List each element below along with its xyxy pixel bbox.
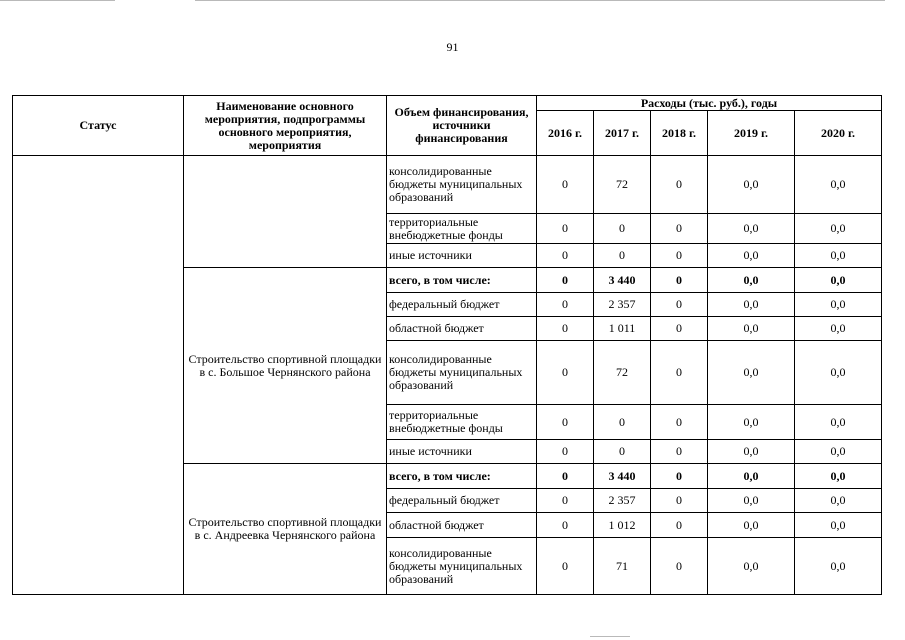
value-cell: 0 <box>537 156 594 214</box>
page-number: 91 <box>446 40 459 54</box>
header-name: Наименование основного мероприятия, подпрограммы основного мероприятия, мероприятия <box>184 96 387 156</box>
funding-source-cell: консолидированные бюджеты муниципальных образований <box>387 341 537 405</box>
value-cell: 0 <box>651 268 708 293</box>
activity-name-cell: Строительство спортивной площадки в с. Большое Чернянского района <box>184 268 387 464</box>
value-cell: 0 <box>537 440 594 464</box>
value-cell: 0,0 <box>708 317 795 341</box>
header-year-2017: 2017 г. <box>594 111 651 156</box>
value-cell: 0,0 <box>795 244 882 268</box>
header-year-2019: 2019 г. <box>708 111 795 156</box>
value-cell: 0,0 <box>795 293 882 317</box>
value-cell: 0 <box>537 341 594 405</box>
value-cell: 1 011 <box>594 317 651 341</box>
value-cell: 0 <box>537 214 594 244</box>
table-body <box>13 156 882 595</box>
value-cell: 0,0 <box>795 405 882 440</box>
value-cell: 0,0 <box>708 341 795 405</box>
value-cell: 0 <box>594 405 651 440</box>
value-cell: 0 <box>651 440 708 464</box>
value-cell: 0,0 <box>708 440 795 464</box>
value-cell: 0 <box>651 317 708 341</box>
value-cell: 0 <box>594 214 651 244</box>
funding-source-cell: всего, в том числе: <box>387 464 537 489</box>
value-cell: 2 357 <box>594 293 651 317</box>
value-cell: 0,0 <box>795 214 882 244</box>
value-cell: 0,0 <box>795 341 882 405</box>
value-cell: 0 <box>651 341 708 405</box>
value-cell: 0,0 <box>708 538 795 595</box>
value-cell: 0,0 <box>795 513 882 538</box>
header-expenses: Расходы (тыс. руб.), годы <box>537 96 882 111</box>
activity-name-cell: Строительство спортивной площадки в с. Андреевка Чернянского района <box>184 464 387 595</box>
budget-table <box>12 95 882 595</box>
value-cell: 0,0 <box>708 513 795 538</box>
funding-source-cell: областной бюджет <box>387 317 537 341</box>
value-cell: 0 <box>537 293 594 317</box>
value-cell: 71 <box>594 538 651 595</box>
funding-source-cell: территориальные внебюджетные фонды <box>387 214 537 244</box>
value-cell: 3 440 <box>594 268 651 293</box>
header-status: Статус <box>13 96 184 156</box>
value-cell: 0 <box>537 268 594 293</box>
value-cell: 0 <box>594 244 651 268</box>
header-volume: Объем финансирования, источники финансирования <box>387 96 537 156</box>
value-cell: 0,0 <box>795 156 882 214</box>
value-cell: 0 <box>651 156 708 214</box>
value-cell: 0,0 <box>708 464 795 489</box>
scan-edge-line <box>195 0 885 1</box>
value-cell: 0 <box>537 317 594 341</box>
header-year-2020: 2020 г. <box>795 111 882 156</box>
funding-source-cell: федеральный бюджет <box>387 489 537 513</box>
funding-source-cell: федеральный бюджет <box>387 293 537 317</box>
value-cell: 0 <box>537 538 594 595</box>
value-cell: 0,0 <box>795 440 882 464</box>
value-cell: 0,0 <box>708 156 795 214</box>
funding-source-cell: областной бюджет <box>387 513 537 538</box>
value-cell: 0 <box>537 244 594 268</box>
funding-source-cell: иные источники <box>387 244 537 268</box>
value-cell: 0 <box>651 538 708 595</box>
value-cell: 0,0 <box>708 489 795 513</box>
value-cell: 72 <box>594 341 651 405</box>
value-cell: 0 <box>537 405 594 440</box>
value-cell: 0,0 <box>795 489 882 513</box>
value-cell: 0,0 <box>708 293 795 317</box>
value-cell: 0 <box>537 464 594 489</box>
header-year-2018: 2018 г. <box>651 111 708 156</box>
scan-edge-line <box>590 636 630 637</box>
value-cell: 0 <box>651 464 708 489</box>
value-cell: 0,0 <box>795 464 882 489</box>
funding-source-cell: консолидированные бюджеты муниципальных образований <box>387 156 537 214</box>
status-cell <box>13 156 184 595</box>
value-cell: 0 <box>651 513 708 538</box>
value-cell: 0 <box>651 244 708 268</box>
value-cell: 0 <box>537 513 594 538</box>
value-cell: 0,0 <box>795 538 882 595</box>
funding-source-cell: консолидированные бюджеты муниципальных образований <box>387 538 537 595</box>
value-cell: 3 440 <box>594 464 651 489</box>
value-cell: 0,0 <box>708 268 795 293</box>
value-cell: 0 <box>651 293 708 317</box>
value-cell: 0,0 <box>795 317 882 341</box>
table-row <box>13 156 882 214</box>
value-cell: 0 <box>537 489 594 513</box>
funding-source-cell: территориальные внебюджетные фонды <box>387 405 537 440</box>
value-cell: 0,0 <box>708 405 795 440</box>
value-cell: 0,0 <box>795 268 882 293</box>
value-cell: 72 <box>594 156 651 214</box>
funding-source-cell: иные источники <box>387 440 537 464</box>
value-cell: 0 <box>651 405 708 440</box>
funding-source-cell: всего, в том числе: <box>387 268 537 293</box>
value-cell: 0 <box>651 489 708 513</box>
scan-edge-line <box>0 0 115 1</box>
value-cell: 1 012 <box>594 513 651 538</box>
value-cell: 0,0 <box>708 244 795 268</box>
value-cell: 0 <box>651 214 708 244</box>
activity-name-cell <box>184 156 387 268</box>
value-cell: 0 <box>594 440 651 464</box>
value-cell: 2 357 <box>594 489 651 513</box>
value-cell: 0,0 <box>708 214 795 244</box>
header-year-2016: 2016 г. <box>537 111 594 156</box>
